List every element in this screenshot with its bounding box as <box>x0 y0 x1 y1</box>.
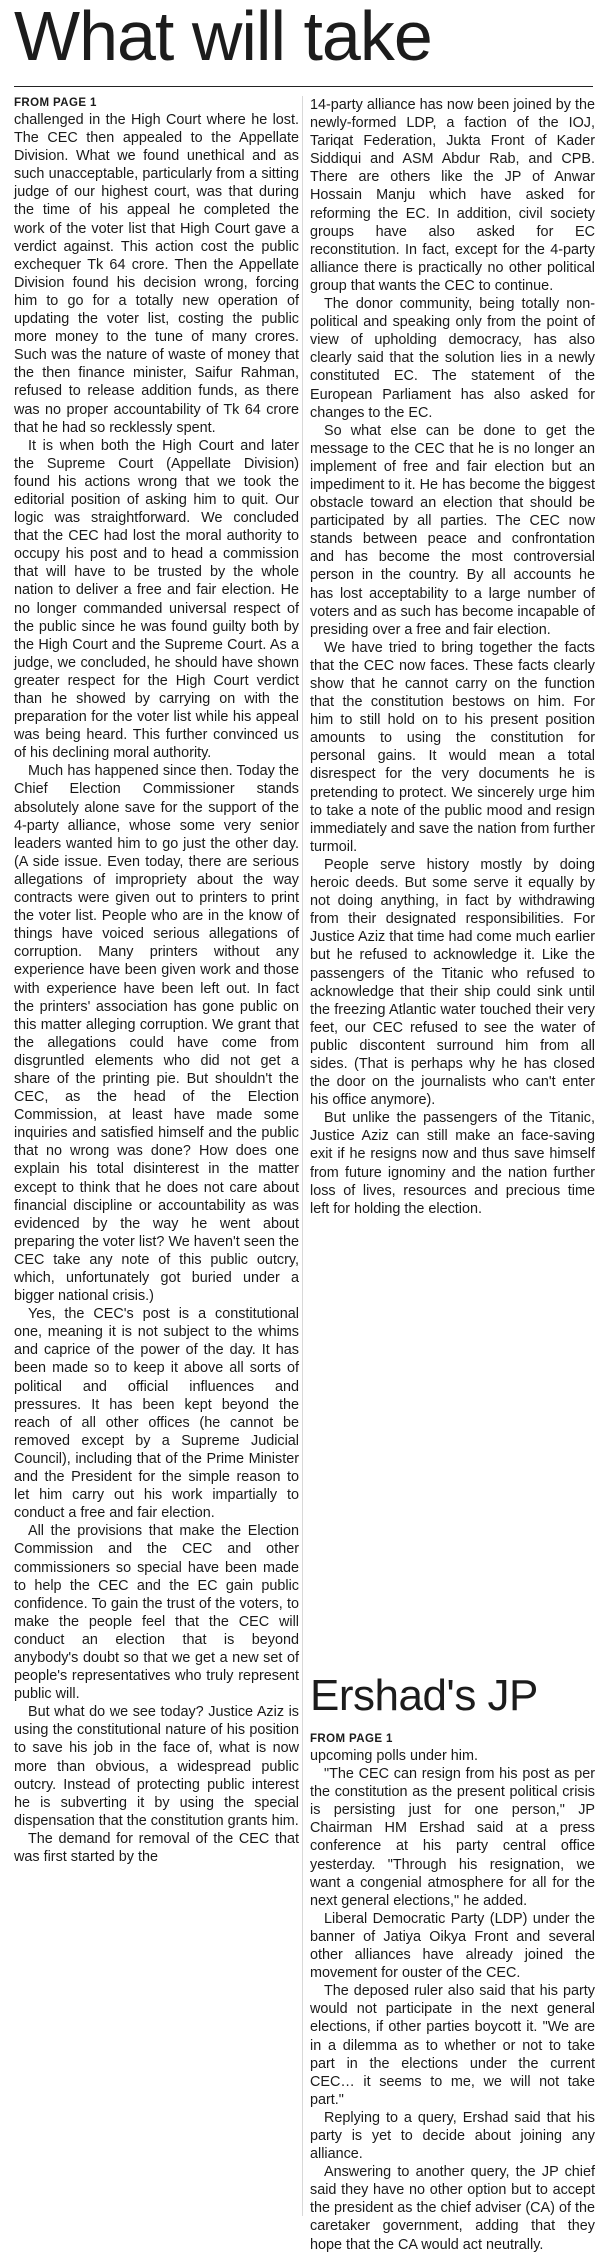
article-paragraph: Replying to a query, Ershad said that his party is yet to decide about joining any alliance. <box>310 2109 595 2163</box>
headline-rule <box>14 86 593 87</box>
article-paragraph: Much has happened since then. Today the Chief Election Commissioner stands absolutely alone save for the support of the 4-party alliance, whose some very senior leaders wanted him to go just the other day. (A side issue. Even today, there are serious allegations of impropriety about the way contracts were given out to printers to print the voter list. People who are in the know of things have voiced serious allegations of corruption. Many printers without any experience have been given work and those with experience have been left out. In fact the printers' association has gone public on this matter alleging corruption. We grant that the allegations could have come from disgruntled elements who did not get a share of the printing pie. But shouldn't the CEC, as the head of the Election Commission, at least have made some inquiries and satisfied himself and the public that no wrong was done? How does one explain his total disinterest in the matter except to think that he does not care about financial discipline or accountability as was evidenced by the way he went about preparing the voter list? We haven't seen the CEC take any note of this public outcry, which, unfortunately got buried under a bigger national crisis.) <box>14 763 299 1305</box>
article-paragraph: The donor community, being totally non-political and speaking only from the point of view of upholding democracy, has also clearly said that the solution lies in a newly constituted EC. The statement of the European Parliament has also asked for changes to the EC. <box>310 296 595 421</box>
second-story-body <box>310 1732 595 2254</box>
article-paragraph: People serve history mostly by doing heroic deeds. But some serve it equally by not doing anything, in fact by withdrawing from their designated responsibilities. For Justice Aziz that time had come much earlier but he refused to acknowledge it. Like the passengers of the Titanic who refused to acknowledge that their ship could sink until the freezing Atlantic water touched their very feet, our CEC refused to see the water of public discontent surround him from all sides. (That is perhaps why he has closed the door on the journalists who can't enter his office anymore). <box>310 856 595 1109</box>
second-story-from-page-label: FROM PAGE 1 <box>310 1733 393 1745</box>
article-paragraph: upcoming polls under him. <box>310 1748 478 1764</box>
article-paragraph: It is when both the High Court and later the Supreme Court (Appellate Division) found his actions wrong that we took the editorial position of asking him to quit. Our logic was straightforward. We concluded that the CEC had lost the moral authority to occupy his post and to head a commission that will have to be trusted by the whole nation to deliver a free and fair election. He no longer commanded universal respect of the public since he was found guilty both by the High Court and the Supreme Court. As a judge, we concluded, he should have shown greater respect for the High Court verdict than he showed by carrying on with the preparation for the voter list while his appeal was being heard. This further convinced us of his declining moral authority. <box>14 437 299 762</box>
main-story-left-column <box>14 96 299 1866</box>
article-paragraph: Yes, the CEC's post is a constitutional one, meaning it is not subject to the whims and caprice of the power of the day. It has been made so to keep it above all sorts of political and official influences and pressures. It has been kept beyond the reach of all other offices (he cannot be removed except by a Supreme Judicial Council), including that of the Prime Minister and the President for the simple reason to let him carry out his work impartially to conduct a free and fair election. <box>14 1306 299 1522</box>
column-separator <box>302 96 303 2216</box>
article-paragraph: 14-party alliance has now been joined by the newly-formed LDP, a faction of the IOJ, Tariqat Federation, Jukta Front of Kader Siddiqui and ASM Abdur Rab, and CPB. There are others like the JP of Anwar Hossain Manju which have asked for reforming the EC. In addition, civil society groups have also asked for EC reconstitution. In fact, except for the 4-party alliance there is practically no other political group that wants the CEC to continue. <box>310 97 595 294</box>
article-paragraph: All the provisions that make the Election Commission and the CEC and other commissioners so special have been made to help the CEC and the EC gain public confidence. To gain the trust of the voters, to make the people feel that the CEC will conduct an election that is beyond anybody's doubt so that we get a new set of people's representatives who truly represent public will. <box>14 1523 299 1703</box>
article-paragraph: But unlike the passengers of the Titanic, Justice Aziz can still make an face-saving exit if he resigns now and thus save himself from future ignominy and the nation further loss of lives, resources and precious time left for holding the election. <box>310 1110 595 1217</box>
article-paragraph: The demand for removal of the CEC that was first started by the <box>14 1830 299 1865</box>
article-paragraph: "The CEC can resign from his post as per the constitution as the present political crisis is persisting just for one person," JP Chairman HM Ershad said at a press conference at his party central office yesterday. "Through his resignation, we want a congenial atmosphere for all for the next general elections," he added. <box>310 1766 595 1909</box>
main-story-right-column <box>310 96 595 1218</box>
article-paragraph: Liberal Democratic Party (LDP) under the banner of Jatiya Oikya Front and several other alliances have already joined the movement for ouster of the CEC. <box>310 1910 595 1982</box>
article-paragraph: challenged in the High Court where he lost. The CEC then appealed to the Appellate Division. What we found unethical and as such unacceptable, particularly from a sitting judge of our highest court, was that during the time of his appeal he completed the work of the voter list that High Court gave a verdict against. This action cost the public exchequer Tk 64 crore. Then the Appellate Division found his decision wrong, forcing him to go for a totally new operation of updating the voter list, costing the public more money to the tune of many crores. Such was the nature of waste of money that the then finance minister, Saifur Rahman, refused to release addition funds, as there was no proper accountability of Tk 64 crore that he had so recklessly spent. <box>14 112 299 436</box>
second-story-headline: Ershad's JP <box>310 1671 538 1720</box>
article-paragraph: The deposed ruler also said that his party would not participate in the next general elections, if other parties boycott it. "We are in a dilemma as to whether or not to take part in the elections under the current CEC… it seems to me, we will not take part." <box>310 1983 595 2108</box>
from-page-label: FROM PAGE 1 <box>14 97 97 109</box>
article-paragraph: Answering to another query, the JP chief said they have no other option but to accept the president as the chief adviser (CA) of the caretaker government, adding that they hope that the CA would act neutrally. <box>310 2164 595 2253</box>
headline: What will take <box>14 0 432 75</box>
article-paragraph: We have tried to bring together the facts that the CEC now faces. These facts clearly show that he cannot carry on the function that the constitution bestows on him. For him to still hold on to his present position amounts to using the constitution for personal gains. It would mean a total disrespect for the very documents he is pretending to protect. We sincerely urge him to take a note of the public mood and resign immediately and save the nation from further turmoil. <box>310 639 595 855</box>
article-paragraph: But what do we see today? Justice Aziz is using the constitutional nature of his position to save his job in the face of, what is now more than obvious, a widespread public outcry. Instead of protecting public interest he is subverting it by using the special dispensation that the constitution grants him. <box>14 1704 299 1829</box>
article-paragraph: So what else can be done to get the message to the CEC that he is no longer an implement of free and fair election but an impediment to it. He has become the biggest obstacle toward an election that should be participated by all parties. The CEC now stands between peace and confrontation and has become the most controversial person in the country. By all accounts he has lost acceptability to a large number of voters and as such has become incapable of presiding over a free and fair election. <box>310 422 595 638</box>
